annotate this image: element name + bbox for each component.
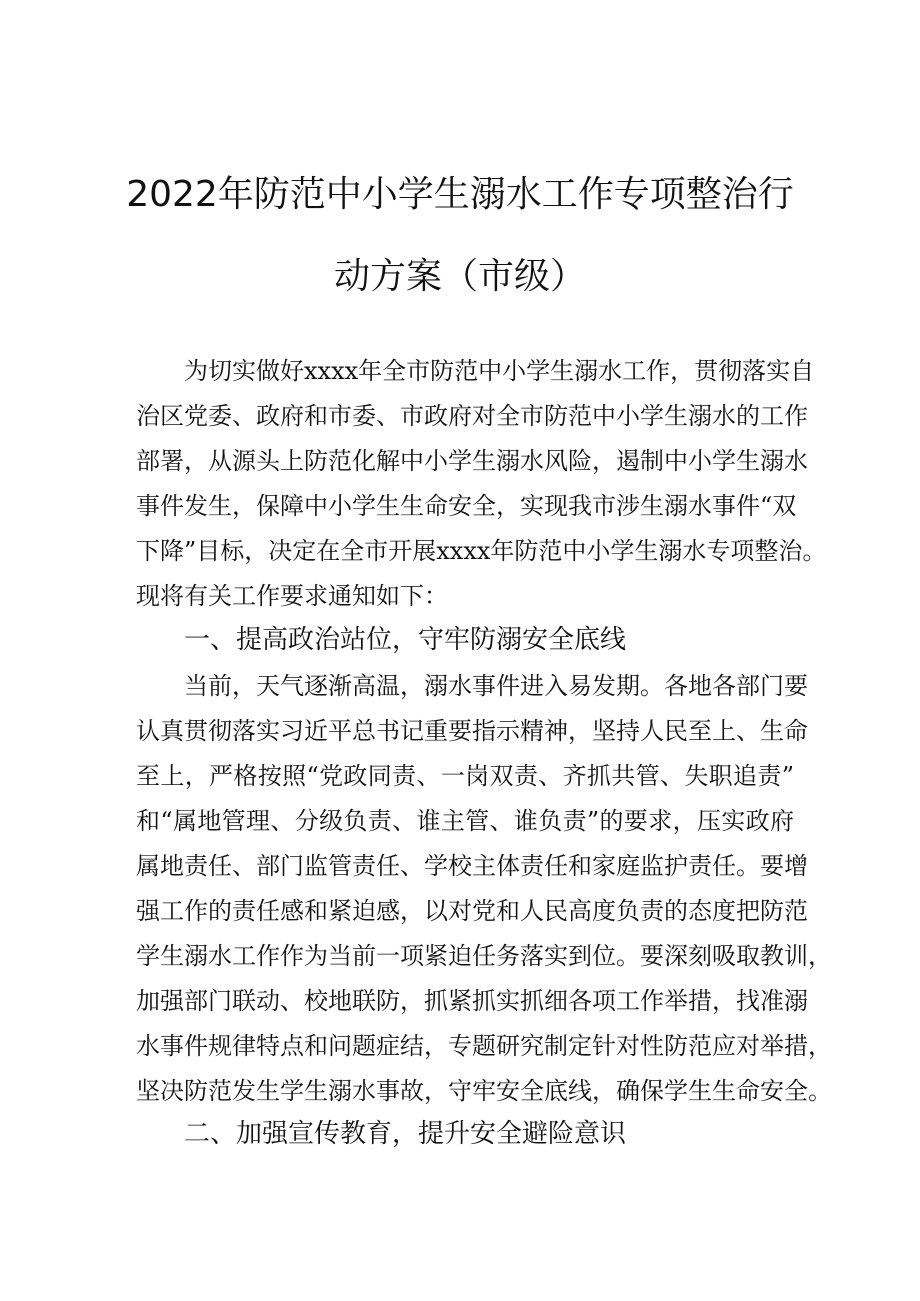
section-1-line: 认真贯彻落实习近平总书记重要指示精神，坚持人民至上、生命 <box>136 717 808 745</box>
intro-line: 部署，从源头上防范化解中小学生溺水风险，遏制中小学生溺水 <box>136 447 808 475</box>
section-2-heading: 二、加强宣传教育，提升安全避险意识 <box>184 1119 627 1149</box>
section-1-line: 当前，天气逐渐高温，溺水事件进入易发期。各地各部门要 <box>184 672 808 700</box>
section-1-line: 和“属地管理、分级负责、谁主管、谁负责”的要求，压实政府 <box>136 807 794 835</box>
section-1-heading: 一、提高政治站位，守牢防溺安全底线 <box>184 625 627 655</box>
section-1-line: 水事件规律特点和问题症结，专题研究制定针对性防范应对举措， <box>136 1032 832 1060</box>
document-title-line-1: 2022年防范中小学生溺水工作专项整治行 <box>126 174 794 215</box>
intro-line: 下降”目标，决定在全市开展xxxx年防范中小学生溺水专项整治。 <box>136 537 827 565</box>
section-1-line: 加强部门联动、校地联防，抓紧抓实抓细各项工作举措，找准溺 <box>136 987 808 1015</box>
section-1-line: 学生溺水工作作为当前一项紧迫任务落实到位。要深刻吸取教训， <box>136 942 832 970</box>
document-title-line-2: 动方案（市级） <box>333 256 586 297</box>
intro-line: 治区党委、政府和市委、市政府对全市防范中小学生溺水的工作 <box>136 402 808 430</box>
intro-line: 为切实做好xxxx年全市防范中小学生溺水工作，贯彻落实自 <box>184 357 815 385</box>
intro-line: 事件发生，保障中小学生生命安全，实现我市涉生溺水事件“双 <box>136 492 797 520</box>
section-1-line: 坚决防范发生学生溺水事故，守牢安全底线，确保学生生命安全。 <box>136 1077 832 1105</box>
section-1-line: 至上，严格按照“党政同责、一岗双责、齐抓共管、失职追责” <box>136 762 794 790</box>
section-1-line: 强工作的责任感和紧迫感，以对党和人民高度负责的态度把防范 <box>136 897 808 925</box>
section-1-line: 属地责任、部门监管责任、学校主体责任和家庭监护责任。要增 <box>136 852 808 880</box>
intro-line: 现将有关工作要求通知如下： <box>136 582 448 610</box>
